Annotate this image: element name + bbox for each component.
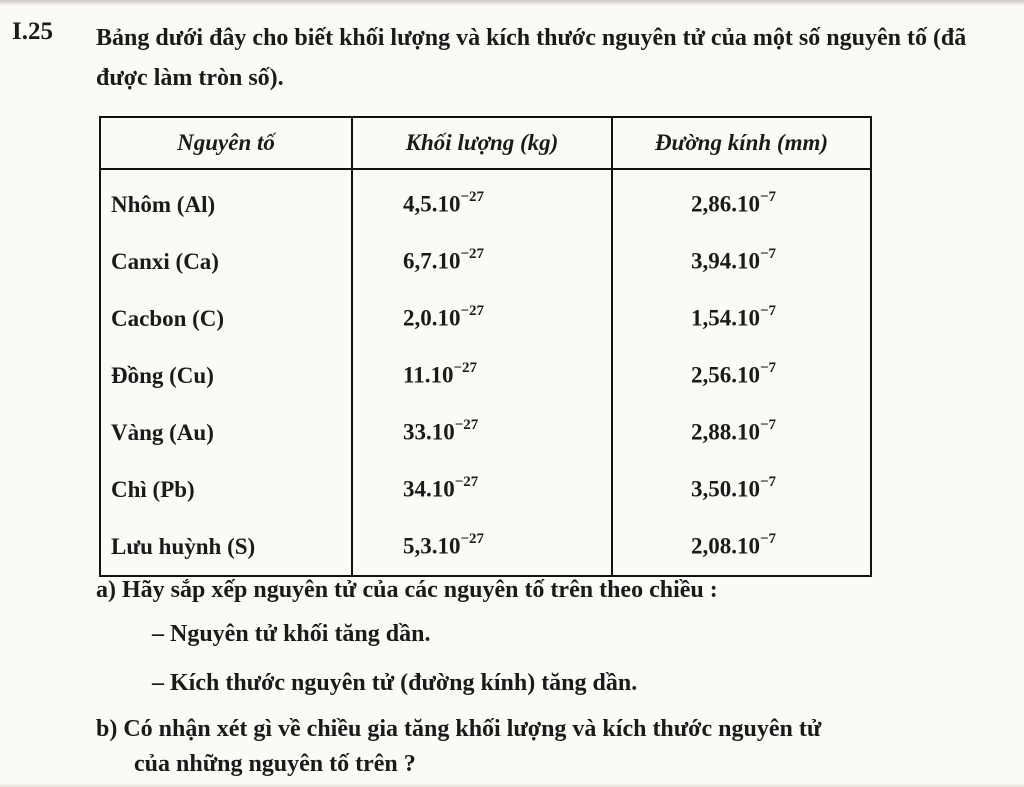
diameter-value: $1,54.10^{-7}$ (612, 290, 871, 347)
diameter-value: $2,86.10^{-7}$ (612, 169, 871, 233)
diameter-value: $3,94.10^{-7}$ (612, 233, 871, 290)
mass-value: $5,3.10^{-27}$ (352, 518, 612, 576)
diameter-value: $2,08.10^{-7}$ (612, 518, 871, 576)
table-row (100, 347, 871, 404)
mass-value: $6,7.10^{-27}$ (352, 233, 612, 290)
atom-data-table-container (99, 116, 872, 577)
element-name: Cacbon (C) (100, 290, 352, 347)
exercise-number: I.25 (12, 18, 53, 45)
diameter-value: $2,56.10^{-7}$ (612, 347, 871, 404)
atom-data-table (99, 116, 872, 577)
table-row (100, 169, 871, 233)
question-a-item-2: – Kích thước nguyên tử (đường kính) tăng dần. (152, 670, 638, 696)
mass-value: $34.10^{-27}$ (352, 461, 612, 518)
diameter-value: $3,50.10^{-7}$ (612, 461, 871, 518)
element-name: Vàng (Au) (100, 404, 352, 461)
mass-value: $2,0.10^{-27}$ (352, 290, 612, 347)
question-a-item-1: – Nguyên tử khối tăng dần. (152, 621, 431, 647)
scan-top-edge (0, 0, 1024, 6)
table-row (100, 518, 871, 576)
mass-value: $33.10^{-27}$ (352, 404, 612, 461)
header-element: Nguyên tố (100, 117, 352, 169)
header-diameter: Đường kính (mm) (612, 117, 871, 169)
element-name: Đồng (Cu) (100, 347, 352, 404)
mass-value: $11.10^{-27}$ (352, 347, 612, 404)
table-row (100, 404, 871, 461)
question-b-continuation: của những nguyên tố trên ? (134, 751, 416, 777)
table-row (100, 461, 871, 518)
diameter-value: $2,88.10^{-7}$ (612, 404, 871, 461)
question-a: a) Hãy sắp xếp nguyên tử của các nguyên tố trên theo chiều : (96, 577, 718, 603)
header-mass: Khối lượng (kg) (352, 117, 612, 169)
table-row (100, 233, 871, 290)
exercise-intro: Bảng dưới đây cho biết khối lượng và kích thước nguyên tử của một số nguyên tố (đã được làm tròn số). (96, 25, 967, 91)
element-name: Nhôm (Al) (100, 169, 352, 233)
scan-bottom-edge (0, 783, 1024, 787)
element-name: Chì (Pb) (100, 461, 352, 518)
mass-value: $4,5.10^{-27}$ (352, 169, 612, 233)
table-row (100, 290, 871, 347)
question-b: b) Có nhận xét gì về chiều gia tăng khối lượng và kích thước nguyên tử (96, 716, 822, 742)
element-name: Canxi (Ca) (100, 233, 352, 290)
element-name: Lưu huỳnh (S) (100, 518, 352, 576)
table-header-row (100, 117, 871, 169)
